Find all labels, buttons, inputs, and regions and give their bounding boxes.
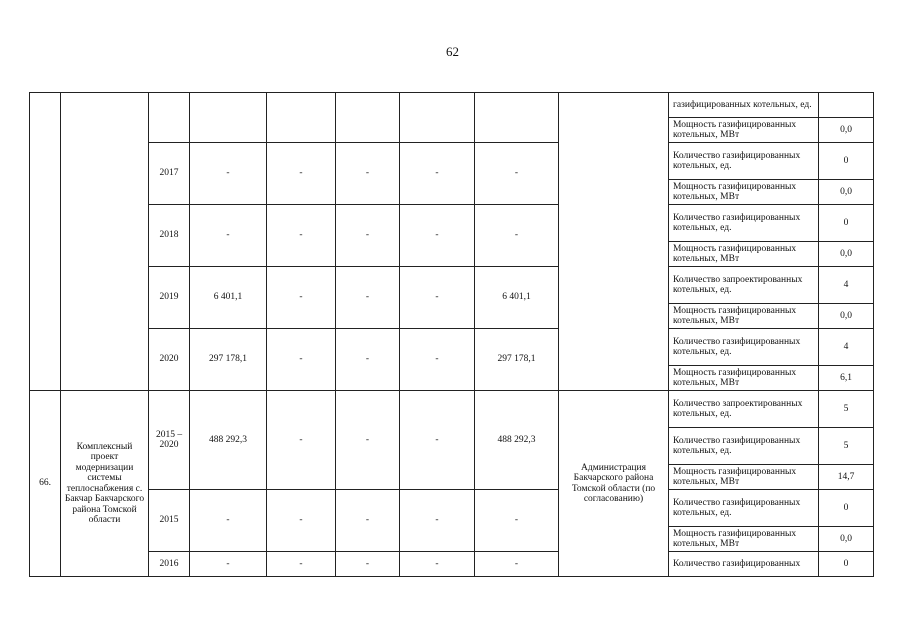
indicator-cell: Мощность газифицированных котельных, МВт	[669, 118, 819, 143]
funding-cell: -	[267, 391, 336, 490]
row-number-cell	[30, 93, 61, 391]
indicator-cell: Количество запроектированных котельных, ед.	[669, 267, 819, 304]
funding-cell	[336, 93, 400, 143]
indicator-cell: Мощность газифицированных котельных, МВт	[669, 366, 819, 391]
indicator-cell: Количество газифицированных котельных, ед.	[669, 428, 819, 465]
funding-cell: -	[475, 490, 559, 552]
table-row	[30, 552, 874, 577]
indicator-value: 5	[819, 391, 874, 428]
table-row	[30, 490, 874, 527]
table-row	[30, 205, 874, 242]
funding-cell: -	[336, 143, 400, 205]
indicator-cell: Мощность газифицированных котельных, МВт	[669, 304, 819, 329]
year-cell: 2018	[149, 205, 190, 267]
indicator-value: 0	[819, 143, 874, 180]
page-number: 62	[446, 44, 459, 59]
funding-cell: -	[400, 143, 475, 205]
funding-cell: -	[475, 143, 559, 205]
funding-cell: -	[267, 552, 336, 577]
indicator-value: 0	[819, 490, 874, 527]
funding-cell: -	[336, 490, 400, 552]
table-row	[30, 391, 874, 428]
funding-cell: -	[336, 267, 400, 329]
indicator-value	[819, 93, 874, 118]
total-cell: 6 401,1	[190, 267, 267, 329]
indicator-value: 4	[819, 329, 874, 366]
indicator-value: 0,0	[819, 242, 874, 267]
indicator-cell: Мощность газифицированных котельных, МВт	[669, 465, 819, 490]
funding-cell: -	[267, 205, 336, 267]
funding-cell: -	[400, 490, 475, 552]
indicator-cell: Мощность газифицированных котельных, МВт	[669, 180, 819, 205]
indicator-value: 5	[819, 428, 874, 465]
year-cell	[149, 93, 190, 143]
indicator-value: 0,0	[819, 304, 874, 329]
executor-cell: Администрация Бакчарского района Томской области (по согласованию)	[559, 391, 669, 577]
indicator-value: 6,1	[819, 366, 874, 391]
total-cell: -	[190, 143, 267, 205]
funding-cell: -	[475, 552, 559, 577]
table-row	[30, 93, 874, 118]
funding-cell: -	[475, 205, 559, 267]
program-table	[29, 92, 874, 577]
indicator-value: 0	[819, 205, 874, 242]
indicator-value: 0,0	[819, 118, 874, 143]
funding-cell: -	[267, 143, 336, 205]
year-cell: 2015 – 2020	[149, 391, 190, 490]
executor-cell	[559, 93, 669, 391]
year-cell: 2016	[149, 552, 190, 577]
table-row	[30, 329, 874, 366]
funding-cell: -	[336, 329, 400, 391]
indicator-value: 0,0	[819, 180, 874, 205]
indicator-cell: газифицированных котельных, ед.	[669, 93, 819, 118]
funding-cell: 6 401,1	[475, 267, 559, 329]
indicator-value: 14,7	[819, 465, 874, 490]
event-title-cell	[61, 93, 149, 391]
indicator-value: 0	[819, 552, 874, 577]
indicator-cell: Мощность газифицированных котельных, МВт	[669, 242, 819, 267]
funding-cell: -	[267, 490, 336, 552]
funding-cell	[267, 93, 336, 143]
funding-cell: -	[336, 205, 400, 267]
year-cell: 2019	[149, 267, 190, 329]
funding-cell: -	[336, 552, 400, 577]
event-title-cell: Комплексный проект модернизации системы теплоснабжения с. Бакчар Бакчарского района Томской области	[61, 391, 149, 577]
table-row	[30, 143, 874, 180]
funding-cell: 488 292,3	[475, 391, 559, 490]
year-cell: 2017	[149, 143, 190, 205]
funding-cell: -	[400, 552, 475, 577]
indicator-cell: Количество газифицированных котельных, ед.	[669, 143, 819, 180]
total-cell: 488 292,3	[190, 391, 267, 490]
funding-cell: 297 178,1	[475, 329, 559, 391]
funding-cell	[475, 93, 559, 143]
total-cell: -	[190, 490, 267, 552]
indicator-cell: Количество газифицированных котельных, ед.	[669, 329, 819, 366]
indicator-cell: Количество газифицированных	[669, 552, 819, 577]
indicator-cell: Количество газифицированных котельных, ед.	[669, 490, 819, 527]
funding-cell: -	[400, 205, 475, 267]
total-cell: -	[190, 205, 267, 267]
funding-cell	[400, 93, 475, 143]
funding-cell: -	[400, 329, 475, 391]
funding-cell: -	[400, 391, 475, 490]
total-cell: -	[190, 552, 267, 577]
indicator-cell: Мощность газифицированных котельных, МВт	[669, 527, 819, 552]
year-cell: 2015	[149, 490, 190, 552]
table-row	[30, 267, 874, 304]
funding-cell: -	[400, 267, 475, 329]
funding-cell: -	[267, 267, 336, 329]
indicator-cell: Количество запроектированных котельных, ед.	[669, 391, 819, 428]
year-cell: 2020	[149, 329, 190, 391]
total-cell: 297 178,1	[190, 329, 267, 391]
funding-cell: -	[267, 329, 336, 391]
indicator-value: 4	[819, 267, 874, 304]
row-number-cell: 66.	[30, 391, 61, 577]
indicator-value: 0,0	[819, 527, 874, 552]
funding-cell: -	[336, 391, 400, 490]
indicator-cell: Количество газифицированных котельных, ед.	[669, 205, 819, 242]
total-cell	[190, 93, 267, 143]
